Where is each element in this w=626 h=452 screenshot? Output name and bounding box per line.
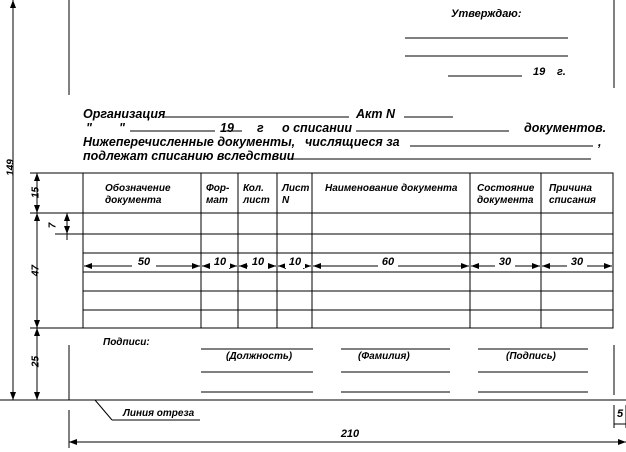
header-sheet-count: Кол. лист: [243, 183, 270, 206]
approval-year: 19: [533, 66, 546, 78]
header-document-name: Наименование документа: [325, 183, 458, 194]
signature-position: (Должность): [226, 351, 293, 362]
quote-close: ": [119, 121, 125, 135]
line3-comma: ,: [598, 135, 602, 149]
org-label: Организация: [83, 107, 166, 121]
act-label: Акт N: [356, 107, 395, 121]
signature-surname: (Фамилия): [358, 351, 410, 362]
year-g: г: [257, 121, 264, 135]
width-label-document-name: 60: [378, 256, 398, 268]
dim-table-height: 47: [30, 264, 42, 277]
approval-year-suffix: г.: [557, 66, 566, 78]
width-label-designation: 50: [132, 256, 156, 268]
year-19: 19: [220, 121, 234, 135]
header-reason: Причина списания: [549, 183, 596, 206]
line3-a: Нижеперечисленные документы,: [83, 135, 296, 149]
header-document-state: Состояние документа: [477, 183, 535, 206]
header-sheet-number: Лист N: [282, 183, 310, 206]
signatures-label: Подписи:: [103, 337, 150, 348]
signature-sign: (Подпись): [506, 351, 556, 362]
documents-word: документов.: [524, 121, 607, 135]
width-label-sheet-count: 10: [248, 256, 268, 268]
width-label-sheet-number: 10: [285, 256, 305, 268]
header-designation: Обозначение документа: [105, 183, 171, 206]
dim-row-height: 7: [47, 222, 59, 229]
dim-bottom-height: 25: [30, 355, 42, 368]
width-label-reason: 30: [567, 256, 587, 268]
about-label: о списании: [282, 121, 353, 135]
dim-header-height: 15: [30, 186, 42, 199]
quote-open: ": [86, 121, 92, 135]
width-label-format: 10: [210, 256, 230, 268]
dim-total-height: 149: [5, 159, 17, 176]
cut-line-label: Линия отреза: [123, 408, 195, 419]
header-format: Фор-мат: [206, 183, 230, 206]
line4: подлежат списанию вследствии: [83, 149, 295, 163]
width-label-document-state: 30: [495, 256, 515, 268]
dim-width: 210: [340, 428, 360, 440]
approval-label: Утверждаю:: [451, 8, 522, 20]
dim-margin: 5: [616, 408, 624, 420]
line3-b: числящиеся за: [305, 135, 400, 149]
